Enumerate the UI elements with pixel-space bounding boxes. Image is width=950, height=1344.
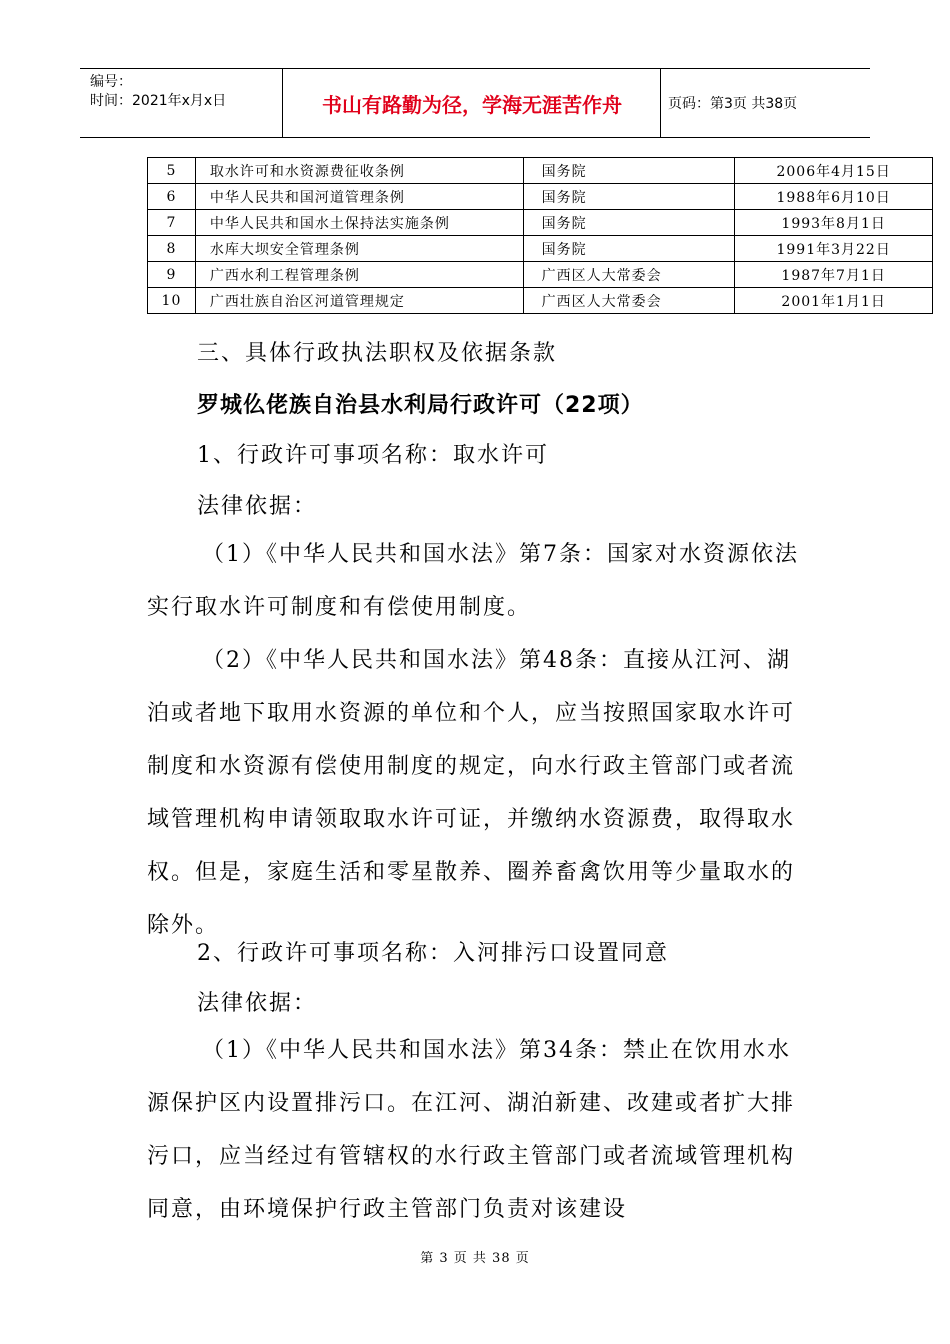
basis-label-2: 法律依据： (197, 991, 318, 1016)
cell-org: 国务院 (523, 210, 735, 236)
cell-no: 7 (148, 210, 196, 236)
regulations-table (147, 157, 933, 314)
cell-no: 8 (148, 236, 196, 262)
cell-org: 国务院 (523, 236, 735, 262)
section-heading: 三、具体行政执法职权及依据条款 (197, 341, 558, 366)
header-meta (80, 69, 283, 137)
item1-clause2-text: （2）《中华人民共和国水法》第48条：直接从江河、湖泊或者地下取用水资源的单位和个人，应当按照国家取水许可制度和水资源有偿使用制度的规定，向水行政主管部门或者流域管理机构申请领取取水许可证，并缴纳水资源费，取得取水权。但是，家庭生活和零星散养、圈养畜禽饮用等少量取水的除外。 (147, 648, 796, 938)
cell-no: 5 (148, 158, 196, 184)
item1-title: 1、行政许可事项名称：取水许可 (197, 443, 549, 468)
page-footer: 第 3 页 共 38 页 (420, 1251, 530, 1266)
bold-title: 罗城仫佬族自治县水利局行政许可（22项） (197, 393, 644, 418)
item1-clause1-block (147, 528, 812, 634)
cell-date: 1987年7月1日 (735, 262, 933, 288)
table-row (148, 262, 933, 288)
header-motto: 书山有路勤为径，学海无涯苦作舟 (284, 69, 661, 137)
cell-name: 水库大坝安全管理条例 (195, 236, 523, 262)
cell-org: 国务院 (523, 158, 735, 184)
cell-name: 中华人民共和国河道管理条例 (195, 184, 523, 210)
item2-clause1 (147, 1024, 812, 1236)
doc-time-label: 时间：2021年x月x日 (90, 93, 227, 109)
item2-clause1-text: （1）《中华人民共和国水法》第34条：禁止在饮用水水源保护区内设置排污口。在江河、湖泊新建、改建或者扩大排污口，应当经过有管辖权的水行政主管部门或者流域管理机构同意，由环境保护行政主管部门负责对该建设 (147, 1038, 796, 1222)
table-row (148, 236, 933, 262)
cell-org: 广西区人大常委会 (523, 288, 735, 314)
table-row (148, 288, 933, 314)
basis-label-1: 法律依据： (197, 494, 318, 519)
cell-org: 国务院 (523, 184, 735, 210)
item1-clause1-text: （1）《中华人民共和国水法》第7条：国家对水资源依法实行取水许可制度和有偿使用制度。 (147, 542, 799, 620)
cell-no: 9 (148, 262, 196, 288)
header-page-info: 页码：第3页 共38页 (668, 96, 798, 112)
item2-clause1-block (147, 1024, 812, 1236)
item2-title: 2、行政许可事项名称：入河排污口设置同意 (197, 941, 669, 966)
cell-name: 广西水利工程管理条例 (195, 262, 523, 288)
cell-date: 1991年3月22日 (735, 236, 933, 262)
table-row (148, 210, 933, 236)
item1-clause1 (147, 528, 812, 634)
cell-name: 广西壮族自治区河道管理规定 (195, 288, 523, 314)
item1-clause2 (147, 634, 812, 952)
cell-name: 中华人民共和国水土保持法实施条例 (195, 210, 523, 236)
cell-no: 6 (148, 184, 196, 210)
cell-name: 取水许可和水资源费征收条例 (195, 158, 523, 184)
page-header (80, 68, 870, 138)
cell-no: 10 (148, 288, 196, 314)
cell-date: 2001年1月1日 (735, 288, 933, 314)
cell-date: 2006年4月15日 (735, 158, 933, 184)
cell-date: 1993年8月1日 (735, 210, 933, 236)
doc-number-label: 编号： (90, 74, 132, 90)
cell-date: 1988年6月10日 (735, 184, 933, 210)
table-row (148, 158, 933, 184)
table-row (148, 184, 933, 210)
item1-clause2-block (147, 634, 812, 952)
cell-org: 广西区人大常委会 (523, 262, 735, 288)
